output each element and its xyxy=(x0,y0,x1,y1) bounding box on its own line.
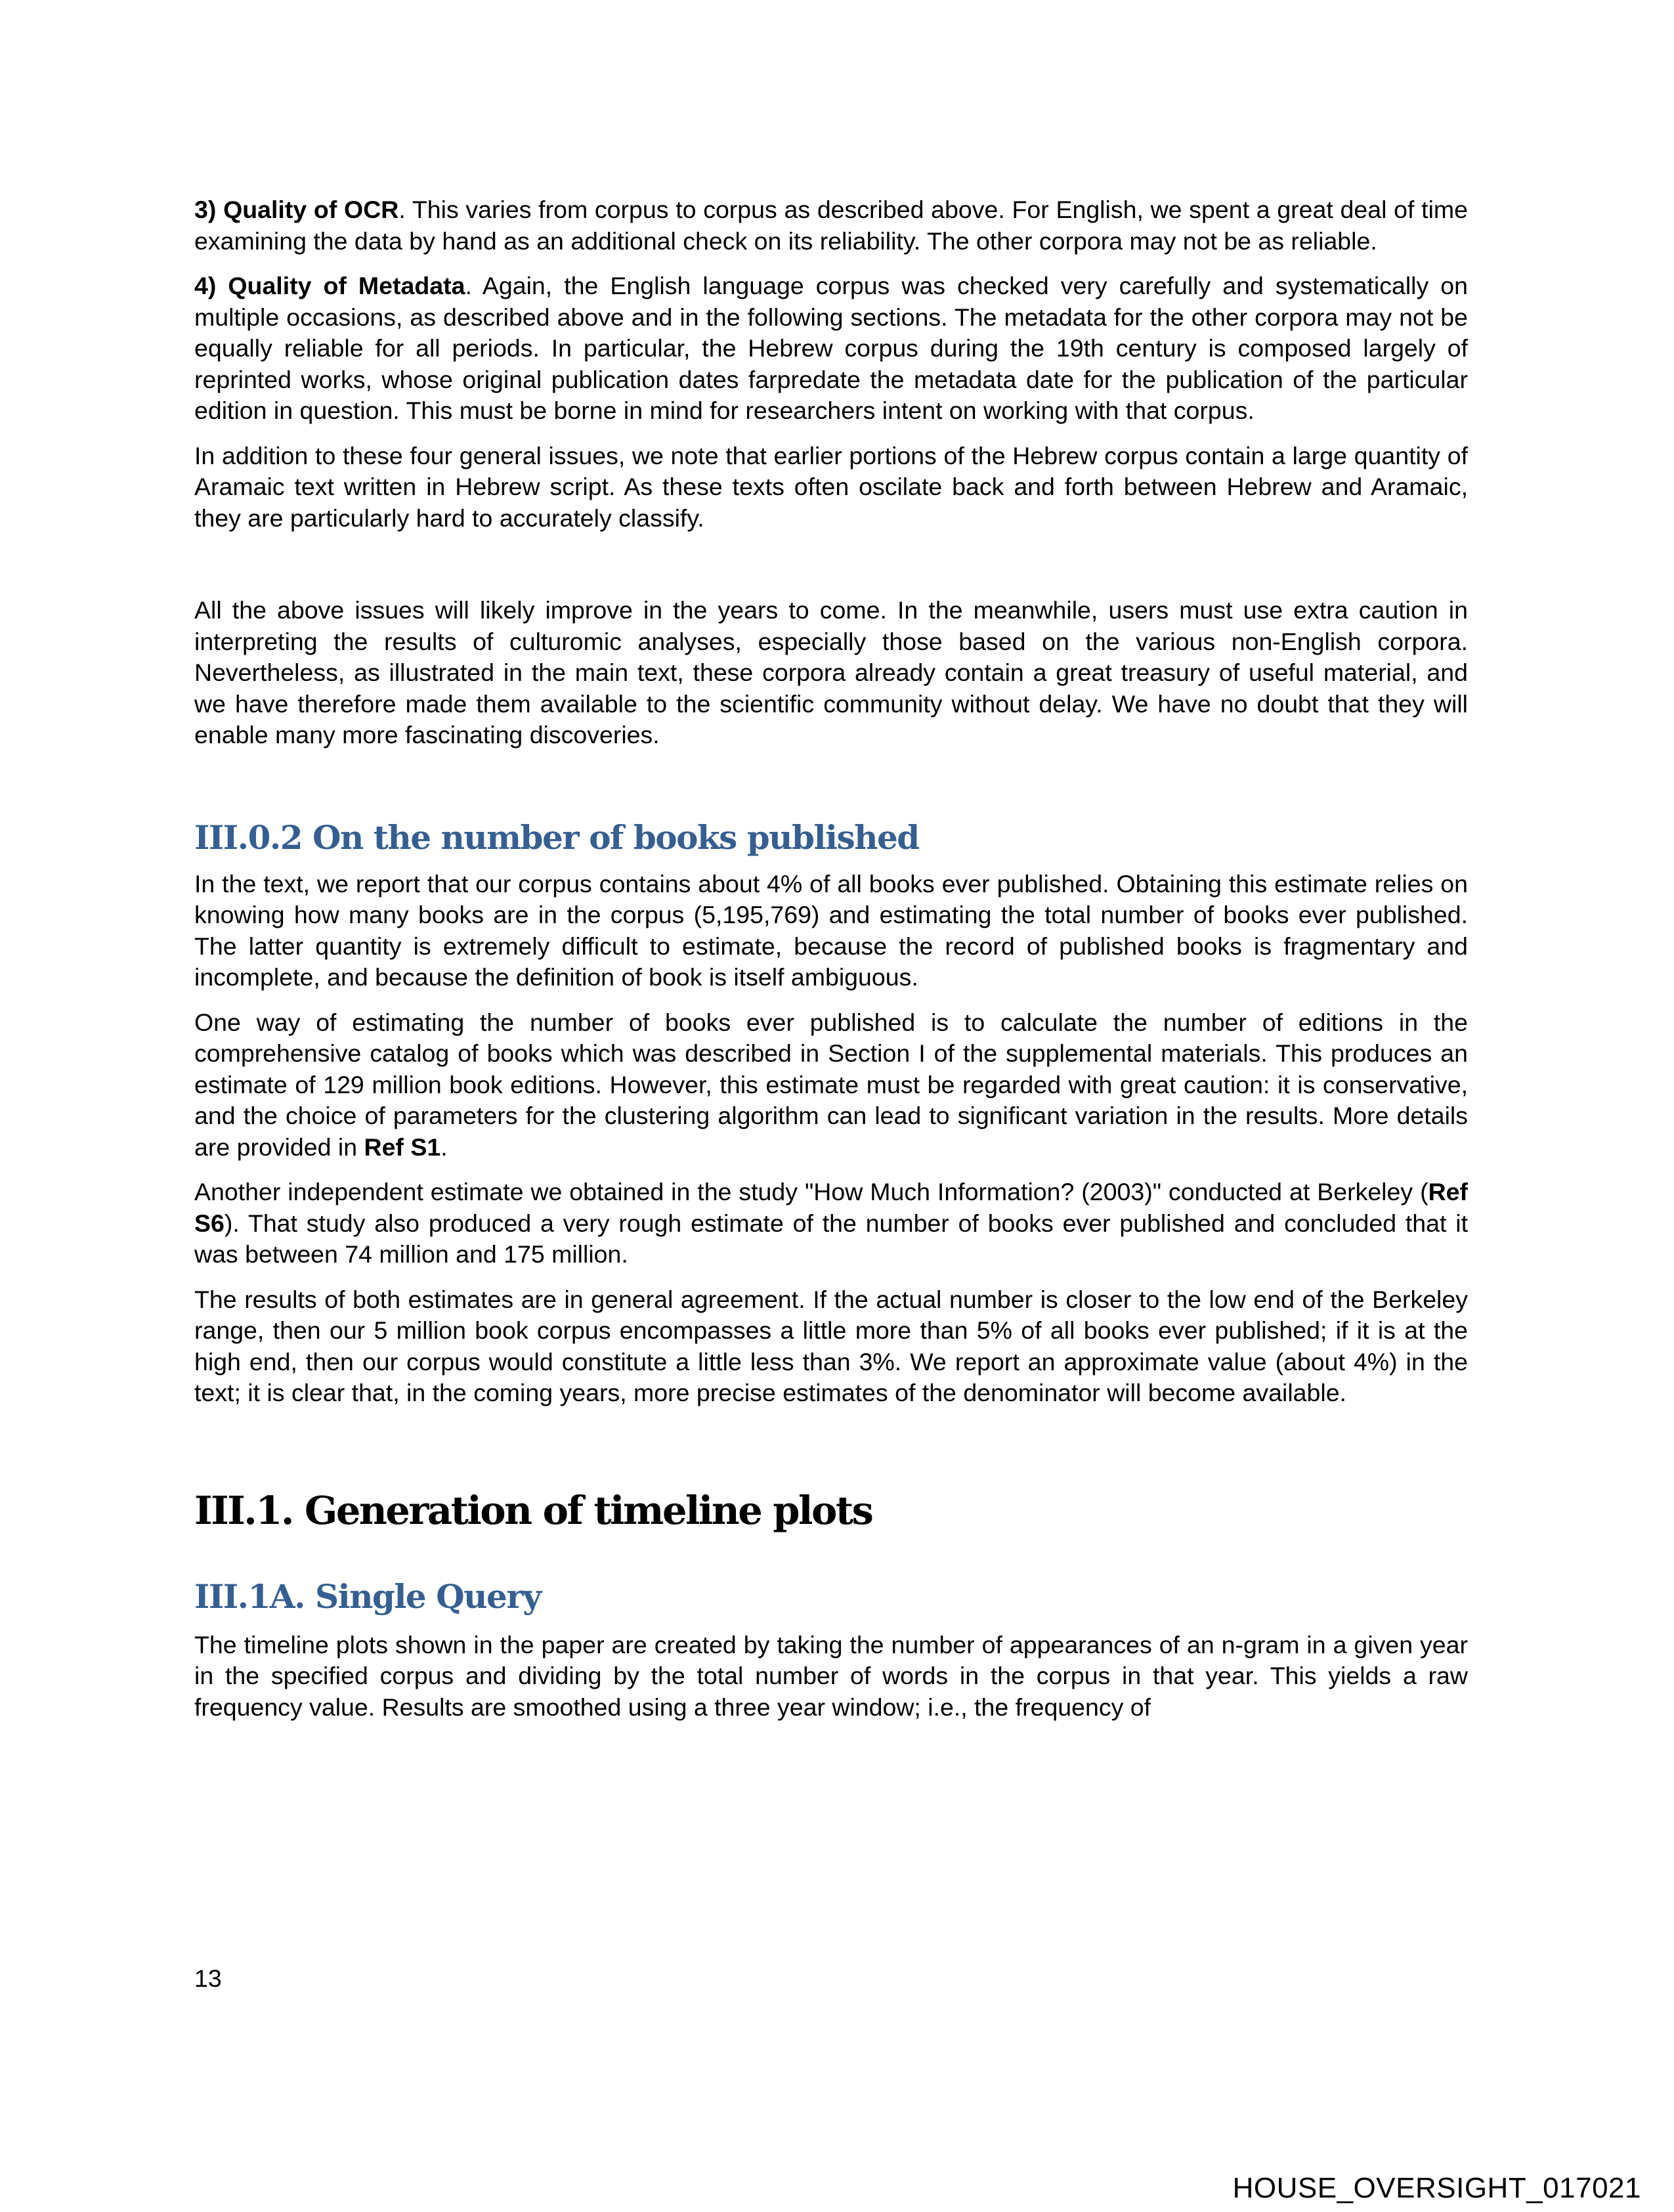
text-berkeley-b: ). That study also produced a very rough estimate of the number of books ever published and concluded that it was between 74 million and 175 million. xyxy=(194,1209,1468,1268)
text-quality-ocr: . This varies from corpus to corpus as described above. For English, we spent a great deal of time examining the data by hand as an additional check on its reliability. The other corpora may not be as reliable. xyxy=(194,196,1468,255)
paragraph-quality-metadata xyxy=(194,271,1468,427)
paragraph-improve: All the above issues will likely improve in the years to come. In the meanwhile, users must use extra caution in interpreting the results of culturomic analyses, especially those based on the various non-English corpora. Nevertheless, as illustrated in the main text, these corpora already contain a great treasury of useful material, and we have therefore made them available to the scientific community without delay. We have no doubt that they will enable many more fascinating discoveries. xyxy=(194,596,1468,748)
bates-number: HOUSE_OVERSIGHT_017021 xyxy=(1232,2172,1641,2204)
document-page xyxy=(194,194,1468,1723)
label-quality-metadata: 4) Quality of Metadata xyxy=(194,272,465,299)
reference-s1: Ref S1 xyxy=(364,1133,441,1161)
text-books-editions: One way of estimating the number of books ever published is to calculate the number of editions in the comprehensive catalog of books which was described in Section I of the supplemental materials. This produces an estimate of 129 million book editions. However, this estimate must be regarded with great caution: it is conservative, and the choice of parameters for the clustering algorithm can lead to significant variation in the results. More details are provided in xyxy=(194,1008,1468,1161)
text-berkeley-a: Another independent estimate we obtained in the study "How Much Information? (2003)" conducted at Berkeley ( xyxy=(194,1178,1428,1205)
reference-s6: Ref S6 xyxy=(194,1178,1468,1237)
heading-number-of-books: III.0.2 On the number of books published xyxy=(194,817,919,857)
paragraph-estimates-agreement: The results of both estimates are in general agreement. If the actual number is closer to the low end of the Berkeley range, then our 5 million book corpus encompasses a little more than 5% of all books ever published; if it is at the high end, then our corpus would constitute a little less than 3%. We report an approximate value (about 4%) in the text; it is clear that, in the coming years, more precise estimates of the denominator will become available. xyxy=(194,1285,1468,1406)
label-quality-ocr: 3) Quality of OCR xyxy=(194,196,399,223)
heading-single-query: III.1A. Single Query xyxy=(194,1576,541,1616)
paragraph-quality-ocr xyxy=(194,194,1468,257)
heading-timeline-plots: III.1. Generation of timeline plots xyxy=(194,1487,872,1533)
paragraph-berkeley-estimate xyxy=(194,1177,1468,1270)
text-books-editions-end: . xyxy=(440,1133,448,1161)
paragraph-books-editions xyxy=(194,1007,1468,1163)
page-number: 13 xyxy=(194,1964,222,1992)
paragraph-books-estimate: In the text, we report that our corpus contains about 4% of all books ever published. Obtaining this estimate relies on knowing how many books are in the corpus (5,195,769) and estimating the total number of books ever published. The latter quantity is extremely difficult to estimate, because the record of published books is fragmentary and incomplete, and because the definition of book is itself ambiguous. xyxy=(194,869,1468,991)
paragraph-single-query: The timeline plots shown in the paper are created by taking the number of appearances of an n-gram in a given year in the specified corpus and dividing by the total number of words in the corpus in that year. This yields a raw frequency value. Results are smoothed using a three year window; i.e., the frequency of xyxy=(194,1630,1468,1721)
text-quality-metadata: . Again, the English language corpus was checked very carefully and systematically on multiple occasions, as described above and in the following sections. The metadata for the other corpora may not be equally reliable for all periods. In particular, the Hebrew corpus during the 19th century is composed largely of reprinted works, whose original publication dates farpredate the metadata date for the publication of the particular edition in question. This must be borne in mind for researchers intent on working with that corpus. xyxy=(194,272,1468,424)
paragraph-aramaic: In addition to these four general issues, we note that earlier portions of the Hebrew corpus contain a large quantity of Aramaic text written in Hebrew script. As these texts often oscilate back and forth between Hebrew and Aramaic, they are particularly hard to accurately classify. xyxy=(194,441,1468,532)
